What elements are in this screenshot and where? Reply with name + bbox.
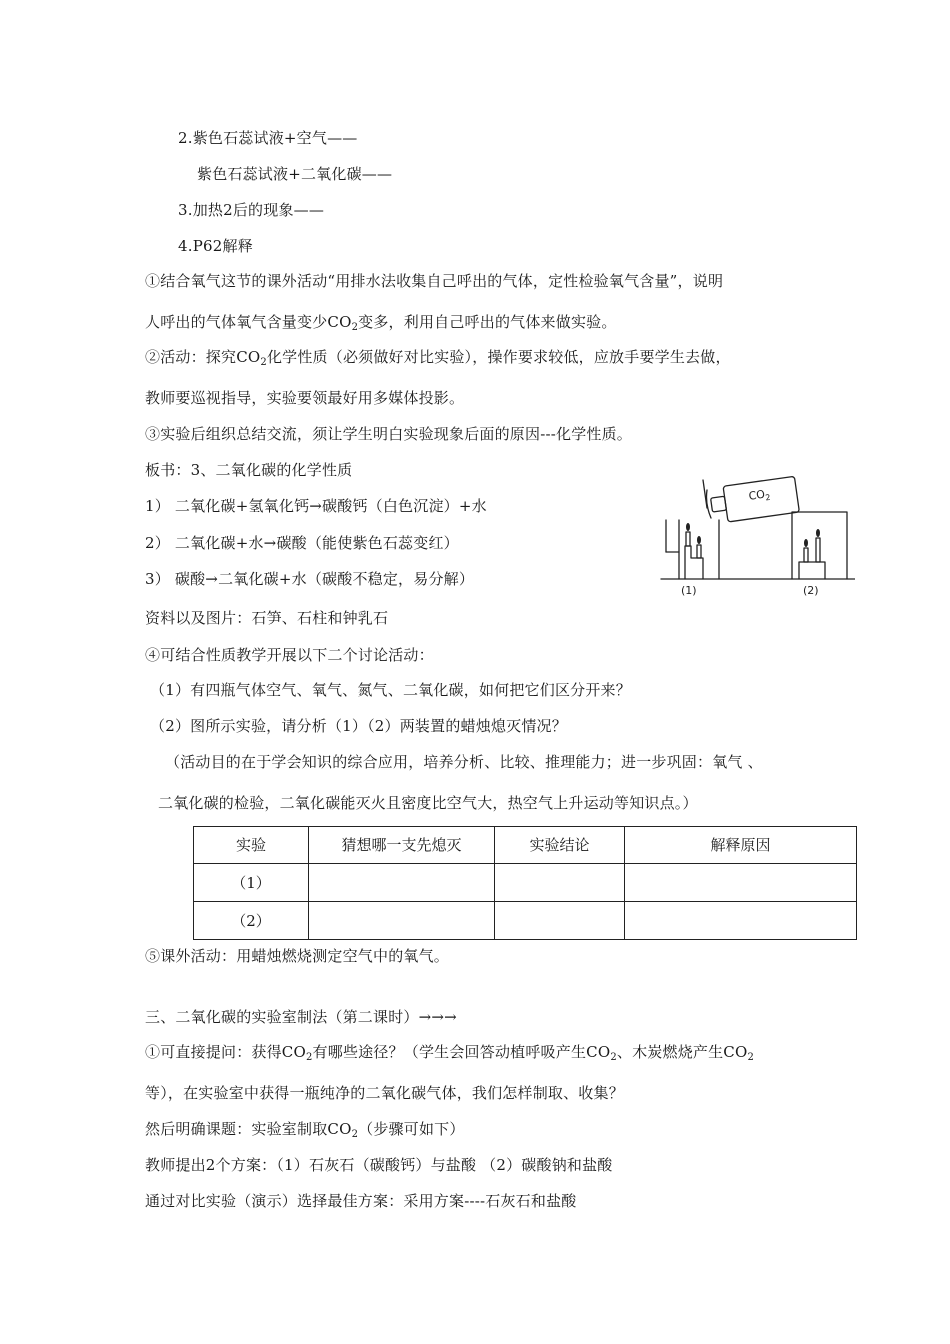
text-segment: 人呼出的气体氧气含量变少CO (145, 313, 352, 331)
table-cell (625, 902, 857, 940)
subscript: 2 (351, 1129, 359, 1140)
text-line: 等），在实验室中获得一瓶纯净的二氧化碳气体，我们怎样制取、收集？ (145, 1084, 624, 1102)
bottle-label: $CO_2$ (747, 487, 772, 503)
label-setup-1: (1) (681, 584, 697, 597)
table-cell: （2） (194, 902, 309, 940)
text-line (145, 1119, 465, 1139)
text-line: ①结合氧气这节的课外活动“用排水法收集自己呼出的气体，定性检验氧气含量”，说明 (145, 272, 724, 290)
table-header-row (194, 827, 857, 864)
table-cell (495, 902, 625, 940)
experiment-table (193, 826, 857, 940)
text-line: 1） 二氧化碳+氢氧化钙→碳酸钙（白色沉淀）+水 (145, 497, 487, 515)
text-segment: 然后明确课题：实验室制取CO (145, 1120, 352, 1138)
text-line: ③实验后组织总结交流，须让学生明白实验现象后面的原因---化学性质。 (145, 425, 633, 443)
text-line: 紫色石蕊试液+二氧化碳—— (197, 165, 393, 183)
subscript: 2 (610, 1052, 617, 1063)
table-header-cell: 实验 (194, 827, 309, 864)
flame-icon (686, 523, 690, 531)
table-header-cell: 实验结论 (495, 827, 625, 864)
flame-icon (697, 536, 701, 544)
candle-short-2 (804, 548, 808, 562)
text-line (145, 312, 617, 332)
step-stand-1 (685, 546, 703, 579)
flame-icon (804, 539, 808, 547)
pour-stream (707, 490, 712, 518)
candle-tall-1 (686, 532, 690, 546)
candle-short-1 (697, 545, 701, 558)
text-segment: 化学性质（必须做好对比实验），操作要求较低，应放手要学生去做， (266, 348, 731, 366)
text-line: 4.P62解释 (178, 237, 253, 255)
text-segment: ①可直接提问：获得CO (145, 1043, 306, 1061)
table-cell: （1） (194, 864, 309, 902)
text-segment: （步骤可如下） (358, 1120, 465, 1138)
table-row (194, 864, 857, 902)
text-line: 资料以及图片：石笋、石柱和钟乳石 (145, 609, 389, 627)
text-line: ④可结合性质教学开展以下二个讨论活动： (145, 646, 434, 664)
table-row (194, 902, 857, 940)
subscript: 2 (305, 1052, 313, 1063)
text-segment: 有哪些途径？（学生会回答动植呼吸产生CO (312, 1043, 611, 1061)
table-header-cell: 猜想哪一支先熄灭 (309, 827, 495, 864)
step-stand-2 (799, 562, 825, 579)
text-line: （1）有四瓶气体空气、氧气、氮气、二氧化碳，如何把它们区分开来？ (150, 681, 631, 699)
text-line: 教师要巡视指导，实验要领最好用多媒体投影。 (145, 389, 465, 407)
candle-experiment-diagram (655, 468, 855, 600)
text-line (145, 1042, 754, 1062)
subscript: 2 (747, 1052, 755, 1063)
text-line: （活动目的在于学会知识的综合应用，培养分析、比较、推理能力；进一步巩固：氧气 、 (165, 753, 763, 771)
subscript: 2 (260, 357, 267, 368)
text-segment: 变多，利用自己呼出的气体来做实验。 (358, 313, 617, 331)
subscript: 2 (351, 322, 359, 333)
table-cell (309, 902, 495, 940)
table-header-cell: 解释原因 (625, 827, 857, 864)
table-cell (495, 864, 625, 902)
text-segment: ②活动：探究CO (145, 348, 261, 366)
flame-icon (816, 529, 820, 537)
table-cell (625, 864, 857, 902)
text-line: 教师提出2个方案：（1）石灰石（碳酸钙）与盐酸 （2）碳酸钠和盐酸 (145, 1156, 613, 1174)
candle-tall-2 (816, 538, 820, 562)
section-heading: 三、二氧化碳的实验室制法（第二课时）→→→ (145, 1008, 457, 1026)
text-line: 通过对比实验（演示）选择最佳方案：采用方案----石灰石和盐酸 (145, 1192, 577, 1210)
text-line: 2） 二氧化碳+水→碳酸（能使紫色石蕊变红） (145, 534, 459, 552)
text-line: ⑤课外活动：用蜡烛燃烧测定空气中的氧气。 (145, 947, 450, 965)
text-segment: 、木炭燃烧产生CO (616, 1043, 748, 1061)
text-line: 3） 碳酸→二氧化碳+水（碳酸不稳定，易分解） (145, 570, 475, 588)
text-line: 二氧化碳的检验，二氧化碳能灭火且密度比空气大，热空气上升运动等知识点。） (158, 794, 698, 812)
label-setup-2: (2) (803, 584, 819, 597)
heading-board: 板书：3、二氧化碳的化学性质 (145, 461, 353, 479)
text-line: （2）图所示实验，请分析（1）（2）两装置的蜡烛熄灭情况？ (150, 717, 567, 735)
text-line: 3.加热2后的现象—— (178, 201, 325, 219)
text-line: 2.紫色石蕊试液+空气—— (178, 129, 358, 147)
text-line (145, 347, 731, 367)
table-cell (309, 864, 495, 902)
